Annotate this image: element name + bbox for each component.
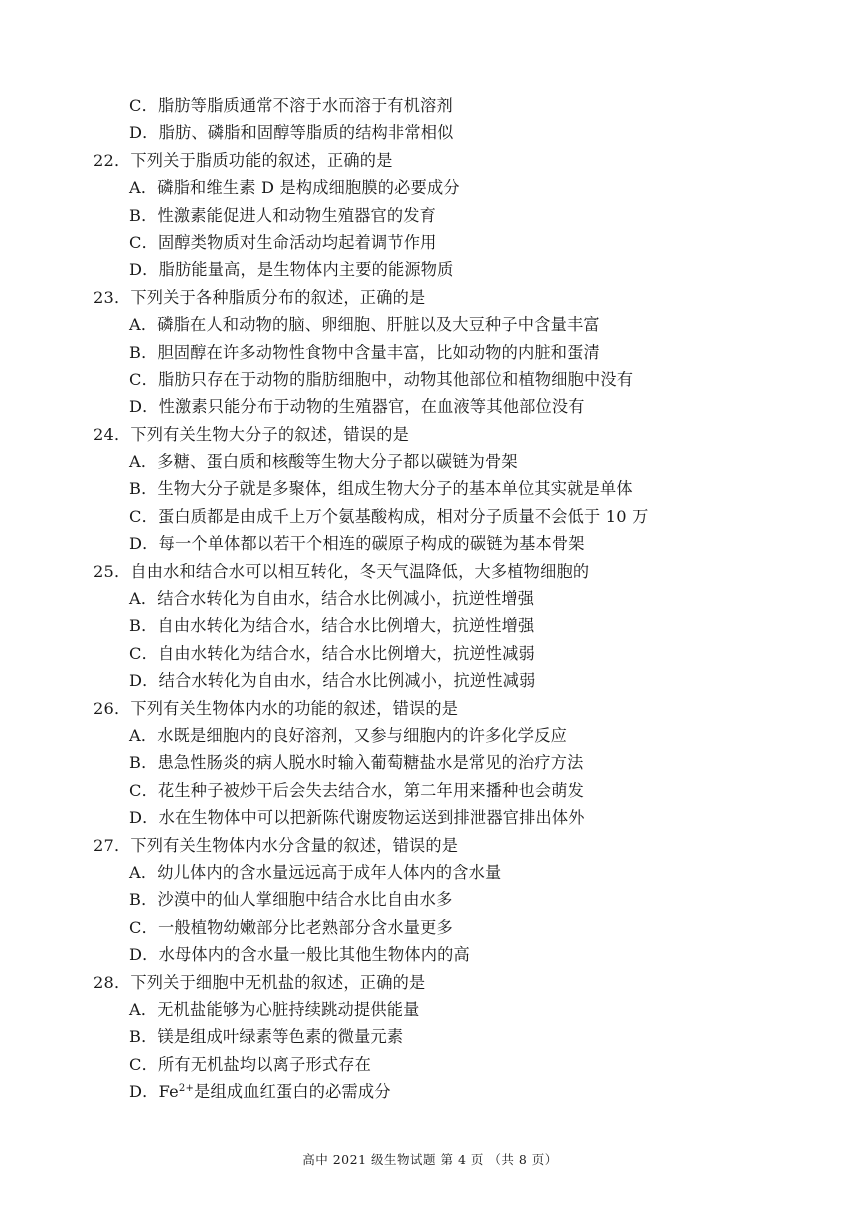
question-22-stem: 22．下列关于脂质功能的叙述，正确的是 bbox=[93, 150, 393, 170]
option-28-d-charge: 2+ bbox=[178, 1083, 195, 1095]
option-27-c: C．一般植物幼嫩部分比老熟部分含水量更多 bbox=[129, 917, 453, 937]
option-24-a: A．多糖、蛋白质和核酸等生物大分子都以碳链为骨架 bbox=[129, 452, 518, 472]
question-26-stem: 26．下列有关生物体内水的功能的叙述，错误的是 bbox=[93, 698, 459, 718]
option-23-a: A．磷脂在人和动物的脑、卵细胞、肝脏以及大豆种子中含量丰富 bbox=[129, 315, 600, 335]
option-22-a: A．磷脂和维生素 D 是构成细胞膜的必要成分 bbox=[129, 178, 460, 198]
option-28-c: C．所有无机盐均以离子形式存在 bbox=[129, 1054, 372, 1074]
option-25-c: C．自由水转化为结合水，结合水比例增大，抗逆性减弱 bbox=[129, 643, 535, 663]
option-21-d: D．脂肪、磷脂和固醇等脂质的结构非常相似 bbox=[129, 123, 454, 143]
option-26-b: B．患急性肠炎的病人脱水时输入葡萄糖盐水是常见的治疗方法 bbox=[129, 753, 584, 773]
option-25-d: D．结合水转化为自由水，结合水比例减小，抗逆性减弱 bbox=[129, 671, 536, 691]
option-26-c: C．花生种子被炒干后会失去结合水，第二年用来播种也会萌发 bbox=[129, 780, 585, 800]
option-27-a: A．幼儿体内的含水量远远高于成年人体内的含水量 bbox=[129, 862, 502, 882]
question-25-stem: 25．自由水和结合水可以相互转化，冬天气温降低，大多植物细胞的 bbox=[93, 561, 590, 581]
option-28-b: B．镁是组成叶绿素等色素的微量元素 bbox=[129, 1027, 404, 1047]
option-26-d: D．水在生物体中可以把新陈代谢废物运送到排泄器官排出体外 bbox=[129, 808, 585, 828]
option-28-d-suffix: 是组成血红蛋白的必需成分 bbox=[194, 1082, 391, 1102]
option-28-d bbox=[0, 1078, 860, 1105]
option-27-d: D．水母体内的含水量一般比其他生物体内的高 bbox=[129, 945, 470, 965]
option-22-c: C．固醇类物质对生命活动均起着调节作用 bbox=[129, 232, 437, 252]
option-26-a: A．水既是细胞内的良好溶剂，又参与细胞内的许多化学反应 bbox=[129, 725, 567, 745]
option-24-c: C．蛋白质都是由成千上万个氨基酸构成，相对分子质量不会低于 10 万 bbox=[129, 506, 649, 526]
option-22-b: B．性激素能促进人和动物生殖器官的发育 bbox=[129, 205, 437, 225]
option-25-b: B．自由水转化为结合水，结合水比例增大，抗逆性增强 bbox=[129, 616, 535, 636]
option-27-b: B．沙漠中的仙人掌细胞中结合水比自由水多 bbox=[129, 890, 453, 910]
option-24-d: D．每一个单体都以若干个相连的碳原子构成的碳链为基本骨架 bbox=[129, 534, 585, 554]
option-28-a: A．无机盐能够为心脏持续跳动提供能量 bbox=[129, 999, 420, 1019]
question-list bbox=[0, 92, 860, 1105]
question-23-stem: 23．下列关于各种脂质分布的叙述，正确的是 bbox=[93, 287, 426, 307]
option-23-c: C．脂肪只存在于动物的脂肪细胞中，动物其他部位和植物细胞中没有 bbox=[129, 369, 634, 389]
option-21-c: C．脂肪等脂质通常不溶于水而溶于有机溶剂 bbox=[129, 96, 453, 115]
option-23-b: B．胆固醇在许多动物性食物中含量丰富，比如动物的内脏和蛋清 bbox=[129, 342, 600, 362]
option-23-d: D．性激素只能分布于动物的生殖器官，在血液等其他部位没有 bbox=[129, 397, 585, 417]
question-27-stem: 27．下列有关生物体内水分含量的叙述，错误的是 bbox=[93, 835, 459, 855]
page-footer: 高中 2021 级生物试题 第 4 页 （共 8 页） bbox=[302, 1152, 558, 1167]
option-28-d-prefix: D．Fe bbox=[129, 1082, 179, 1102]
question-28-stem: 28．下列关于细胞中无机盐的叙述，正确的是 bbox=[93, 972, 426, 992]
option-24-b: B．生物大分子就是多聚体，组成生物大分子的基本单位其实就是单体 bbox=[129, 479, 633, 499]
option-25-a: A．结合水转化为自由水，结合水比例减小，抗逆性增强 bbox=[129, 589, 535, 609]
question-24-stem: 24．下列有关生物大分子的叙述，错误的是 bbox=[93, 424, 409, 444]
option-22-d: D．脂肪能量高，是生物体内主要的能源物质 bbox=[129, 260, 454, 280]
